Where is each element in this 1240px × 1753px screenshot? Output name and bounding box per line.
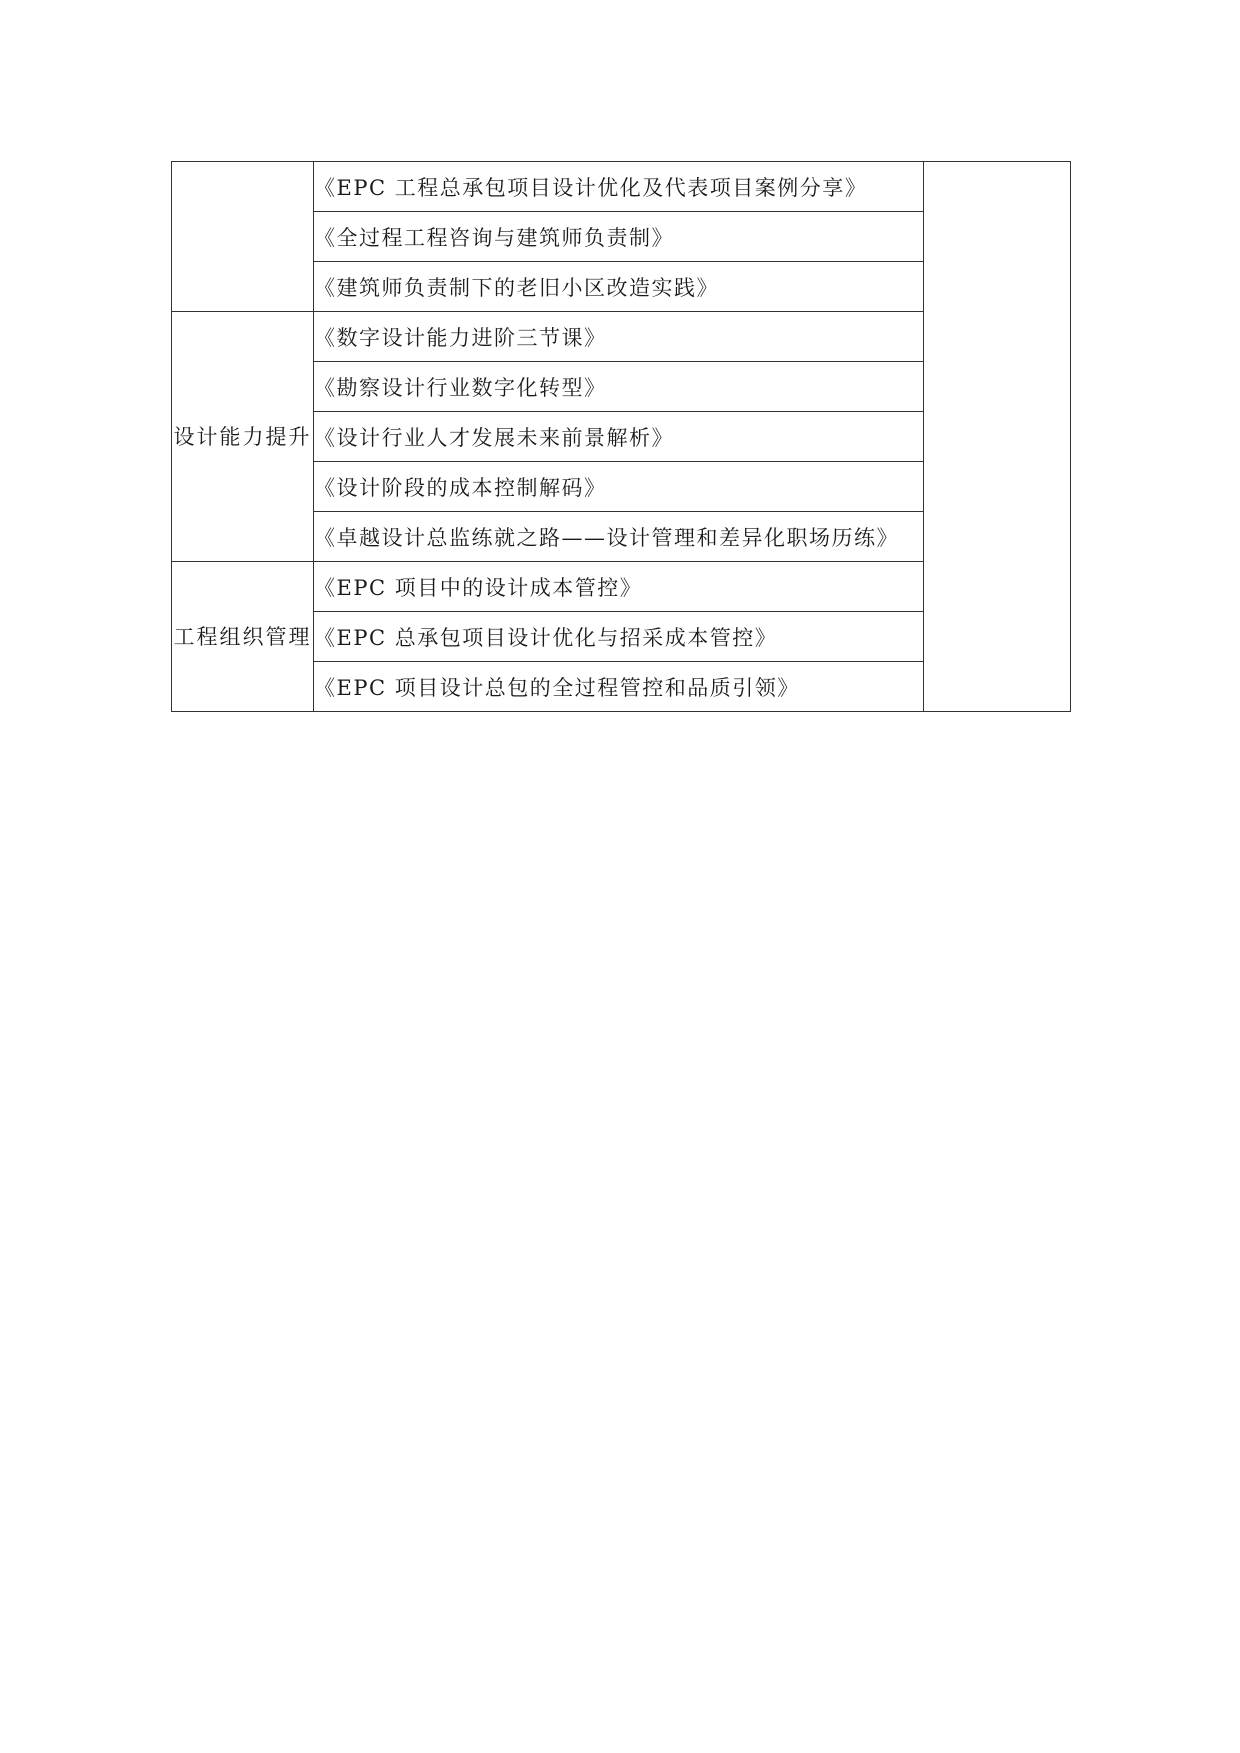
table-row xyxy=(172,162,1071,212)
course-title-cell: 《EPC 工程总承包项目设计优化及代表项目案例分享》 xyxy=(314,162,924,212)
course-title-cell: 《EPC 项目设计总包的全过程管控和品质引领》 xyxy=(314,662,924,712)
course-title-cell: 《EPC 项目中的设计成本管控》 xyxy=(314,562,924,612)
course-title-cell: 《建筑师负责制下的老旧小区改造实践》 xyxy=(314,262,924,312)
category-cell: 设计能力提升 xyxy=(172,312,314,562)
course-table xyxy=(171,161,1071,712)
course-title-cell: 《卓越设计总监练就之路——设计管理和差异化职场历练》 xyxy=(314,512,924,562)
category-cell xyxy=(172,162,314,312)
category-cell: 工程组织管理 xyxy=(172,562,314,712)
course-title-cell: 《设计行业人才发展未来前景解析》 xyxy=(314,412,924,462)
course-title-cell: 《全过程工程咨询与建筑师负责制》 xyxy=(314,212,924,262)
course-title-cell: 《勘察设计行业数字化转型》 xyxy=(314,362,924,412)
course-title-cell: 《设计阶段的成本控制解码》 xyxy=(314,462,924,512)
course-title-cell: 《EPC 总承包项目设计优化与招采成本管控》 xyxy=(314,612,924,662)
course-title-cell: 《数字设计能力进阶三节课》 xyxy=(314,312,924,362)
blank-column-cell xyxy=(924,162,1071,712)
